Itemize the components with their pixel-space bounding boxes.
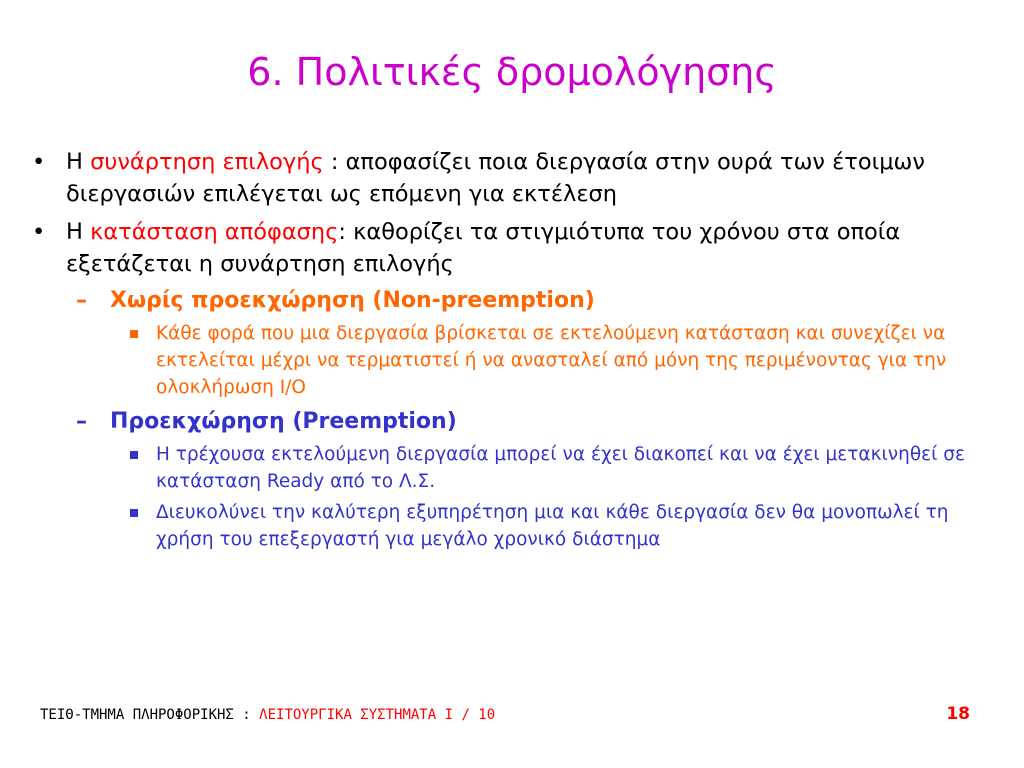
dash-marker: – <box>76 288 87 313</box>
bullet-selection-function <box>30 146 1010 210</box>
page-number: 18 <box>946 704 970 724</box>
footer-department: ΤΕΙΘ-ΤΜΗΜΑ ΠΛΗΡΟΦΟΡΙΚΗΣ : <box>40 707 260 723</box>
term-selection-function: συνάρτηση επιλογής <box>90 149 324 175</box>
sub-heading-text: Προεκχώρηση (Preemption) <box>110 409 457 434</box>
detail-item-non-preemption <box>30 320 1010 401</box>
bullet-marker: • <box>32 219 46 245</box>
detail-text: Κάθε φορά που μια διεργασία βρίσκεται σε εκτελούμενη κατάσταση και συνεχίζει να εκτελείται μέχρι να τερματιστεί ή να ανασταλεί από μόνη της περιμένοντας για την ολοκλήρωση I/O <box>156 323 947 398</box>
detail-item-preemption-1 <box>30 441 1010 495</box>
detail-text: Η τρέχουσα εκτελούμενη διεργασία μπορεί να έχει διακοπεί και να έχει μετακινηθεί σε κατάσταση Ready από το Λ.Σ. <box>156 444 966 492</box>
bullet-text: : αποφασίζει ποια διεργασία στην ουρά των έτοιμων διεργασιών επιλέγεται ως επόμενη για εκτέλεση <box>66 149 925 207</box>
detail-item-preemption-2 <box>30 499 1010 553</box>
sub-heading-non-preemption <box>30 286 1010 316</box>
bullet-decision-mode <box>30 216 1010 280</box>
sub-heading-preemption <box>30 407 1010 437</box>
sub-heading-text: Χωρίς προεκχώρηση (Non-preemption) <box>110 288 595 313</box>
bullet-prefix: Η <box>66 149 91 175</box>
square-bullet-icon <box>130 509 138 517</box>
detail-text: Διευκολύνει την καλύτερη εξυπηρέτηση μια και κάθε διεργασία δεν θα μονοπωλεί τη χρήση του επεξεργαστή για μεγάλο χρονικό διάστημα <box>156 502 949 550</box>
term-decision-mode: κατάσταση απόφασης <box>90 219 339 245</box>
square-bullet-icon <box>130 330 138 338</box>
slide-title: 6. Πολιτικές δρομολόγησης <box>247 50 777 94</box>
slide-content <box>30 146 1010 557</box>
footer-course: ΛΕΙΤΟΥΡΓΙΚΑ ΣΥΣΤΗΜΑΤΑ Ι / 10 <box>259 707 496 723</box>
bullet-marker: • <box>32 149 46 175</box>
footer-course-info <box>40 706 495 724</box>
square-bullet-icon <box>130 451 138 459</box>
bullet-prefix: Η <box>66 219 91 245</box>
bullet-text: : καθορίζει τα στιγμιότυπα του χρόνου στα οποία εξετάζεται η συνάρτηση επιλογής <box>66 219 901 277</box>
dash-marker: – <box>76 409 87 434</box>
